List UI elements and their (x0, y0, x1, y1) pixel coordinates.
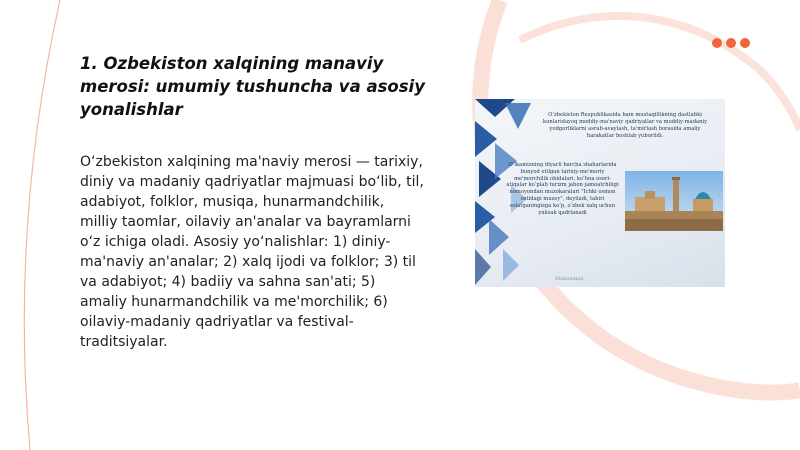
dot (712, 38, 722, 48)
three-dots-icon (712, 38, 750, 48)
slide-title: 1. Ozbekiston xalqining manaviy merosi: umumiy tushuncha va asosiy yonalishlar (80, 54, 425, 119)
left-thin-arc (24, 0, 60, 450)
dot (740, 38, 750, 48)
image-caption-top: O‘zbekiston Respublikasida ham mustaqillikning dastlabki kunlaridayoq moddiy-ma'naviy qadriyatlar va moddiy-madaniy yodgorliklarni asrab-avaylash, ta'mirlash borasida amaliy harakatlar boshlab yuborildi. (542, 112, 708, 139)
dot (726, 38, 736, 48)
city-photo (625, 171, 723, 231)
image-watermark: Mukammal (555, 276, 584, 282)
heritage-image (475, 99, 725, 287)
slide-body-text: O‘zbekiston xalqining ma'naviy merosi — tarixiy, diniy va madaniy qadriyatlar majmuasi bo‘lib, til, adabiyot, folklor, musiqa, hunarmandchilik, milliy taomlar, oilaviy an'analar va bayramlarni o‘z ichiga oladi. Asosiy yo‘nalishlar: 1) diniy-ma'naviy an'analar; 2) xalq ijodi va folklor; 3) til va adabiyot; 4) badiiy va sahna san'ati; 5) amaliy hunarmandchilik va me'morchilik; 6) oilaviy-madaniy qadriyatlar va festival-traditsiyalar. (80, 154, 424, 350)
image-caption-body: O‘lkamizning diyarli barcha shaharlarida bunyod etilgan tarixiy-me'moriy me'morchilik obidalari, ko‘hna osori-atiqalar ko‘plab turizm jahon jamoatchiligi nomoyondan muzokaralari "Ichki osmon ostidagi muzey", deyiladi, tabiri eslatganingizga ko‘p, o‘zbek xalq uchun yuksak qadrlanadi (506, 162, 619, 216)
